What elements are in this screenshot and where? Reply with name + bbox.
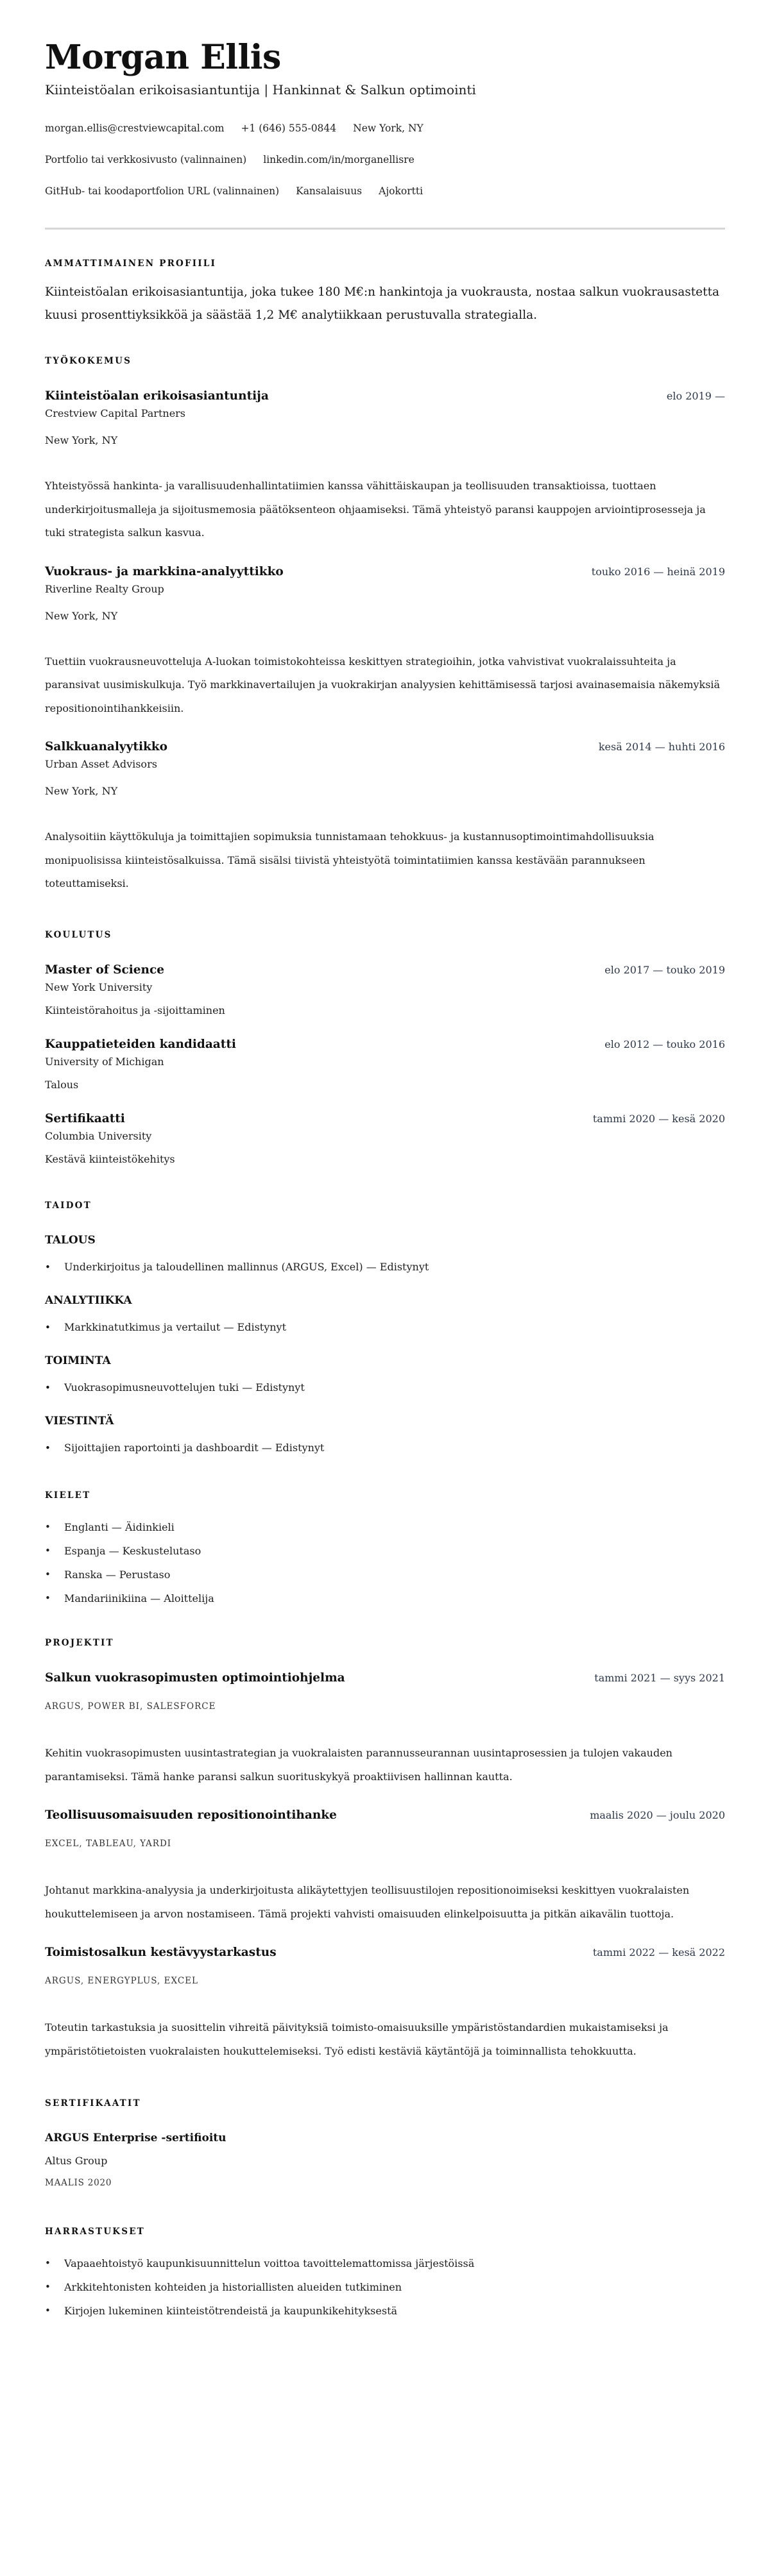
skill-item: • Sijoittajien raportointi ja dashboardit — Edistynyt [45,1441,725,1455]
project-name: Salkun vuokrasopimusten optimointiohjelma [45,1671,345,1685]
candidate-name: Morgan Ellis [45,38,281,77]
job-title: Salkkuanalyytikko [45,740,167,753]
language-item: • Espanja — Keskustelutaso [45,1539,725,1563]
section-certifications [45,2098,725,2189]
project-description: Kehitin vuokrasopimusten uusintastrategian ja vuokralaisten parannusseurannan uusintaprosessien ja tulojen vakauden parantamiseksi. Tämä hanke paransi salkun suorituskykyä proaktiivisen hallinnan kautta. [45,1746,672,1783]
skill-item: • Underkirjoitus ja taloudellinen mallinnus (ARGUS, Excel) — Edistynyt [45,1260,725,1274]
certification-issuer: Altus Group [45,2154,108,2167]
headline: Kiinteistöalan erikoisasiantuntija | Hankinnat & Salkun optimointi [45,82,476,97]
contact-location: New York, NY [353,122,424,134]
contact-portfolio[interactable]: Portfolio tai verkkosivusto (valinnainen) [45,154,247,165]
project-dates: maalis 2020 — joulu 2020 [590,1808,725,1821]
job-company: Urban Asset Advisors [45,758,157,770]
section-title-skills: TAIDOT [45,1200,92,1211]
language-item: • Ranska — Perustaso [45,1563,725,1587]
section-title-languages: KIELET [45,1490,91,1501]
contact-phone[interactable]: +1 (646) 555-0844 [241,122,337,134]
education-entry [45,963,725,1018]
experience-entry [45,389,725,545]
education-entry [45,1037,725,1092]
job-location: New York, NY [45,434,118,446]
job-location: New York, NY [45,609,118,622]
field-of-study: Talous [45,1078,79,1091]
contact-email[interactable]: morgan.ellis@crestviewcapital.com [45,122,225,134]
job-location: New York, NY [45,785,118,797]
project-name: Teollisuusomaisuuden repositionointihanke [45,1808,337,1822]
section-title-education: KOULUTUS [45,929,112,940]
skill-list [45,1320,725,1334]
certification-name: ARGUS Enterprise -sertifioitu [45,2131,227,2144]
section-title-experience: TYÖKOKEMUS [45,356,132,366]
experience-entry [45,564,725,721]
skill-item: • Markkinatutkimus ja vertailut — Edistynyt [45,1320,725,1334]
project-entry [45,1671,725,1789]
hobby-list [45,2252,725,2323]
section-education [45,929,725,1166]
project-description: Toteutin tarkastuksia ja suosittelin vihreitä päivityksiä toimisto-omaisuuksille ympäristöstandardien mukaistamiseksi ja ympäristötietoisten vuokralaisten houkuttelemiseksi. Työ edisti kestäviä käytäntöjä ja toiminnallista tehokkuutta. [45,2021,669,2057]
job-dates: kesä 2014 — huhti 2016 [598,741,725,753]
degree-title: Sertifikaatti [45,1111,125,1125]
project-name: Toimistosalkun kestävyystarkastus [45,1945,277,1959]
hobby-item: • Vapaaehtoistyö kaupunkisuunnittelun voittoa tavoittelemattomissa järjestöissä [45,2252,725,2275]
project-entry [45,1808,725,1926]
section-projects [45,1637,725,2063]
skill-list [45,1441,725,1455]
school-name: Columbia University [45,1129,152,1142]
hobby-item: • Arkkitehtonisten kohteiden ja historiallisten alueiden tutkiminen [45,2275,725,2299]
skill-category-title: ANALYTIIKKA [45,1293,132,1307]
hobby-item: • Kirjojen lukeminen kiinteistötrendeistä ja kaupunkikehityksestä [45,2299,725,2323]
skill-item: • Vuokrasopimusneuvottelujen tuki — Edistynyt [45,1381,725,1395]
section-title-certifications: SERTIFIKAATIT [45,2098,141,2109]
contact-linkedin[interactable]: linkedin.com/in/morganellisre [263,154,415,165]
field-of-study: Kiinteistörahoitus ja -sijoittaminen [45,1004,225,1016]
contact-citizenship: Kansalaisuus [296,185,363,197]
degree-title: Master of Science [45,963,165,977]
project-tech-stack: ARGUS, POWER BI, SALESFORCE [45,1701,216,1712]
job-company: Crestview Capital Partners [45,407,186,419]
skill-list [45,1260,725,1274]
experience-entry [45,739,725,896]
section-experience [45,355,725,896]
section-profile [45,258,725,327]
project-tech-stack: EXCEL, TABLEAU, YARDI [45,1838,172,1849]
job-title: Kiinteistöalan erikoisasiantuntija [45,389,269,403]
job-description: Tuettiin vuokrausneuvotteluja A-luokan toimistokohteissa keskittyen strategioihin, jotka vahvistivat vuokralaissuhteita ja paransivat uusimiskulkuja. Työ markkinavertailujen ja vuokrakirjan analyysien kehittämisessä tarjosi avainasemaisia näkemyksiä repositionointihankkeisiin. [45,655,721,714]
project-tech-stack: ARGUS, ENERGYPLUS, EXCEL [45,1975,198,1986]
education-entry [45,1111,725,1166]
header-divider [45,228,725,230]
job-company: Riverline Realty Group [45,582,164,595]
job-description: Analysoitiin käyttökuluja ja toimittajien sopimuksia tunnistamaan tehokkuus- ja kustannusoptimointimahdollisuuksia monipuolisissa kiinteistösalkuissa. Tämä sisälsi tiivistä yhteistyötä toimintatiimien kanssa kestävään parannukseen toteuttamiseksi. [45,830,654,889]
skill-list [45,1381,725,1395]
certification-date: MAALIS 2020 [45,2177,112,2188]
contact-row-2 [45,153,725,166]
education-dates: elo 2017 — touko 2019 [604,963,725,976]
education-dates: elo 2012 — touko 2016 [604,1038,725,1050]
language-list [45,1515,725,1610]
section-title-hobbies: HARRASTUKSET [45,2226,145,2237]
education-dates: tammi 2020 — kesä 2020 [592,1112,725,1125]
project-entry [45,1945,725,2063]
skill-category-title: TALOUS [45,1233,96,1247]
skill-category-title: TOIMINTA [45,1354,111,1367]
field-of-study: Kestävä kiinteistökehitys [45,1152,175,1165]
school-name: New York University [45,981,153,993]
job-description: Yhteistyössä hankinta- ja varallisuudenhallintatiimien kanssa vähittäiskaupan ja teollisuuden transaktioissa, tuottaen underkirjoitusmalleja ja sijoitusmemosia päätöksenteon ohjaamiseksi. Tämä yhteistyö paransi kauppojen arviointiprosesseja ja tuki strategista salkun kasvua. [45,480,706,539]
project-description: Johtanut markkina-analyysia ja underkirjoitusta alikäytettyjen teollisuustilojen repositionoimiseksi keskittyen vuokralaisten houkuttelemiseen ja arvon nostamiseen. Tämä projekti vahvisti omaisuuden elinkelpoisuutta ja pitkän aikavälin tuottoja. [45,1883,690,1920]
project-dates: tammi 2022 — kesä 2022 [592,1946,725,1958]
job-dates: touko 2016 — heinä 2019 [591,565,725,578]
degree-title: Kauppatieteiden kandidaatti [45,1037,236,1051]
contact-drivers-license: Ajokortti [379,185,424,197]
section-languages [45,1490,725,1610]
school-name: University of Michigan [45,1055,164,1068]
language-item: • Mandariinikiina — Aloittelija [45,1587,725,1610]
project-dates: tammi 2021 — syys 2021 [594,1671,725,1684]
section-title-profile: AMMATTIMAINEN PROFIILI [45,258,216,269]
profile-summary: Kiinteistöalan erikoisasiantuntija, joka tukee 180 M€:n hankintoja ja vuokrausta, nostaa salkun vuokrausastetta kuusi prosenttiyksikköä ja säästää 1,2 M€ analytiikkaan perustuvalla strategialla. [45,285,720,322]
section-title-projects: PROJEKTIT [45,1637,114,1648]
contact-row-3 [45,185,725,198]
skill-category-title: VIESTINTÄ [45,1414,114,1427]
resume-header [45,37,725,198]
section-skills [45,1200,725,1455]
section-hobbies [45,2226,725,2323]
contact-github[interactable]: GitHub- tai koodaportfolion URL (valinnainen) [45,185,280,197]
contact-row-1 [45,122,725,135]
language-item: • Englanti — Äidinkieli [45,1515,725,1539]
job-title: Vuokraus- ja markkina-analyyttikko [45,564,284,578]
job-dates: elo 2019 — [666,390,725,402]
